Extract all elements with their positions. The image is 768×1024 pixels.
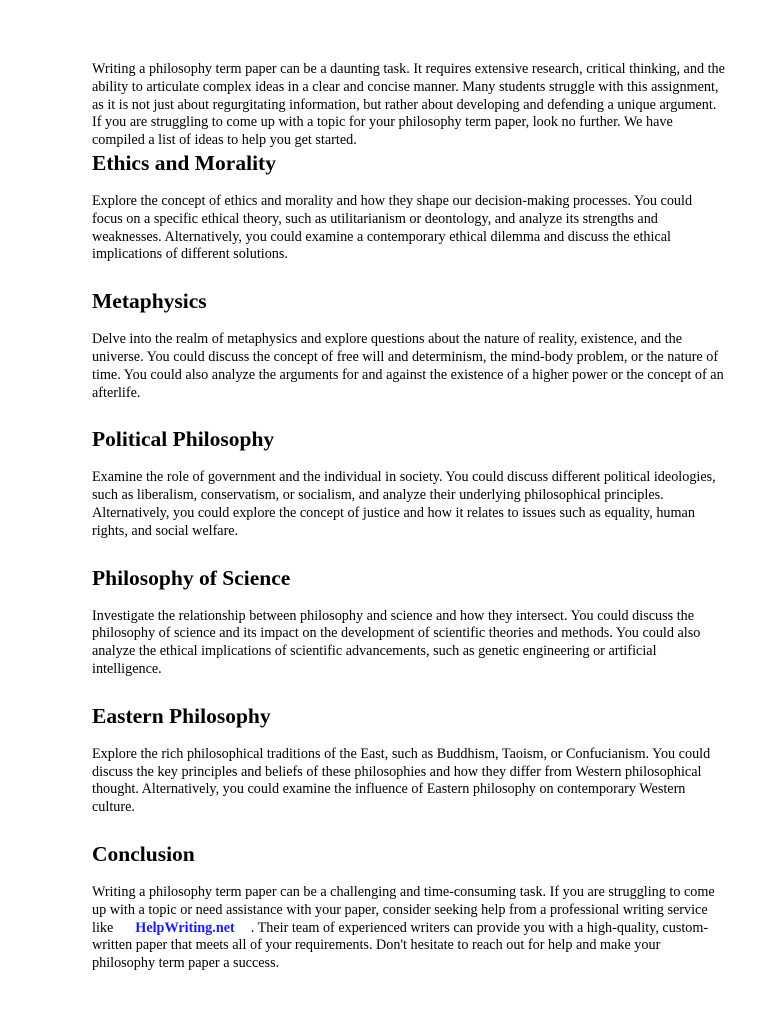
- intro-paragraph: Writing a philosophy term paper can be a daunting task. It requires extensive research, critical thinking, and the ability to articulate complex ideas in a clear and concise manner. Many students struggle with this assignment, as it is not just about regurgitating information, but rather about developing and defending a unique argument. If you are struggling to come up with a topic for your philosophy term paper, look no further. We have compiled a list of ideas to help you get started.: [92, 61, 725, 149]
- section-heading: Ethics and Morality: [92, 150, 276, 175]
- helpwriting-link[interactable]: HelpWriting.net: [135, 919, 235, 936]
- section-conclusion: [92, 841, 726, 973]
- document-content: [92, 61, 726, 997]
- section-paragraph: Investigate the relationship between philosophy and science and how they intersect. You could discuss the philosophy of science and its impact on the development of scientific theories and methods. You could also analyze the ethical implications of scientific advancements, such as genetic engineering or artificial intelligence.: [92, 607, 701, 677]
- section-metaphysics: [92, 288, 726, 402]
- section-heading: Eastern Philosophy: [92, 703, 271, 728]
- conclusion-text-after-link: . Their team of experienced writers can provide you with a high-quality, custom-written paper that meets all of your requirements. Don't hesitate to reach out for help and make your philosophy term paper a success.: [92, 919, 709, 972]
- section-eastern-philosophy: [92, 703, 726, 817]
- section-heading: Political Philosophy: [92, 427, 275, 452]
- conclusion-heading: Conclusion: [92, 841, 195, 866]
- section-heading: Philosophy of Science: [92, 565, 291, 590]
- section-political-philosophy: [92, 426, 726, 540]
- section-paragraph: Examine the role of government and the individual in society. You could discuss different political ideologies, such as liberalism, conservatism, or socialism, and analyze their underlying philosophical principles. Alternatively, you could explore the concept of justice and how it relates to issues such as equality, human rights, and social welfare.: [92, 469, 716, 539]
- section-paragraph: Explore the concept of ethics and morality and how they shape our decision-making processes. You could focus on a specific ethical theory, such as utilitarianism or deontology, and analyze its strengths and weaknesses. Alternatively, you could examine a contemporary ethical dilemma and discuss the ethical implications of different solutions.: [92, 192, 693, 263]
- section-philosophy-of-science: [92, 565, 726, 679]
- section-paragraph: Explore the rich philosophical traditions of the East, such as Buddhism, Taoism, or Confucianism. You could discuss the key principles and beliefs of these philosophies and how they differ from Western philosophical thought. Alternatively, you could examine the influence of Eastern philosophy on contemporary Western culture.: [92, 745, 711, 816]
- section-ethics: [92, 150, 726, 264]
- section-paragraph: Delve into the realm of metaphysics and explore questions about the nature of reality, existence, and the universe. You could discuss the concept of free will and determinism, the mind-body problem, or the nature of time. You could also analyze the arguments for and against the existence of a higher power or the concept of an afterlife.: [92, 331, 724, 401]
- section-heading: Metaphysics: [92, 289, 207, 314]
- conclusion-text-before-link: Writing a philosophy term paper can be a challenging and time-consuming task. If you are struggling to come up with a topic or need assistance with your paper, consider seeking help from a professional writing service like: [92, 883, 715, 936]
- conclusion-paragraph: [92, 884, 726, 973]
